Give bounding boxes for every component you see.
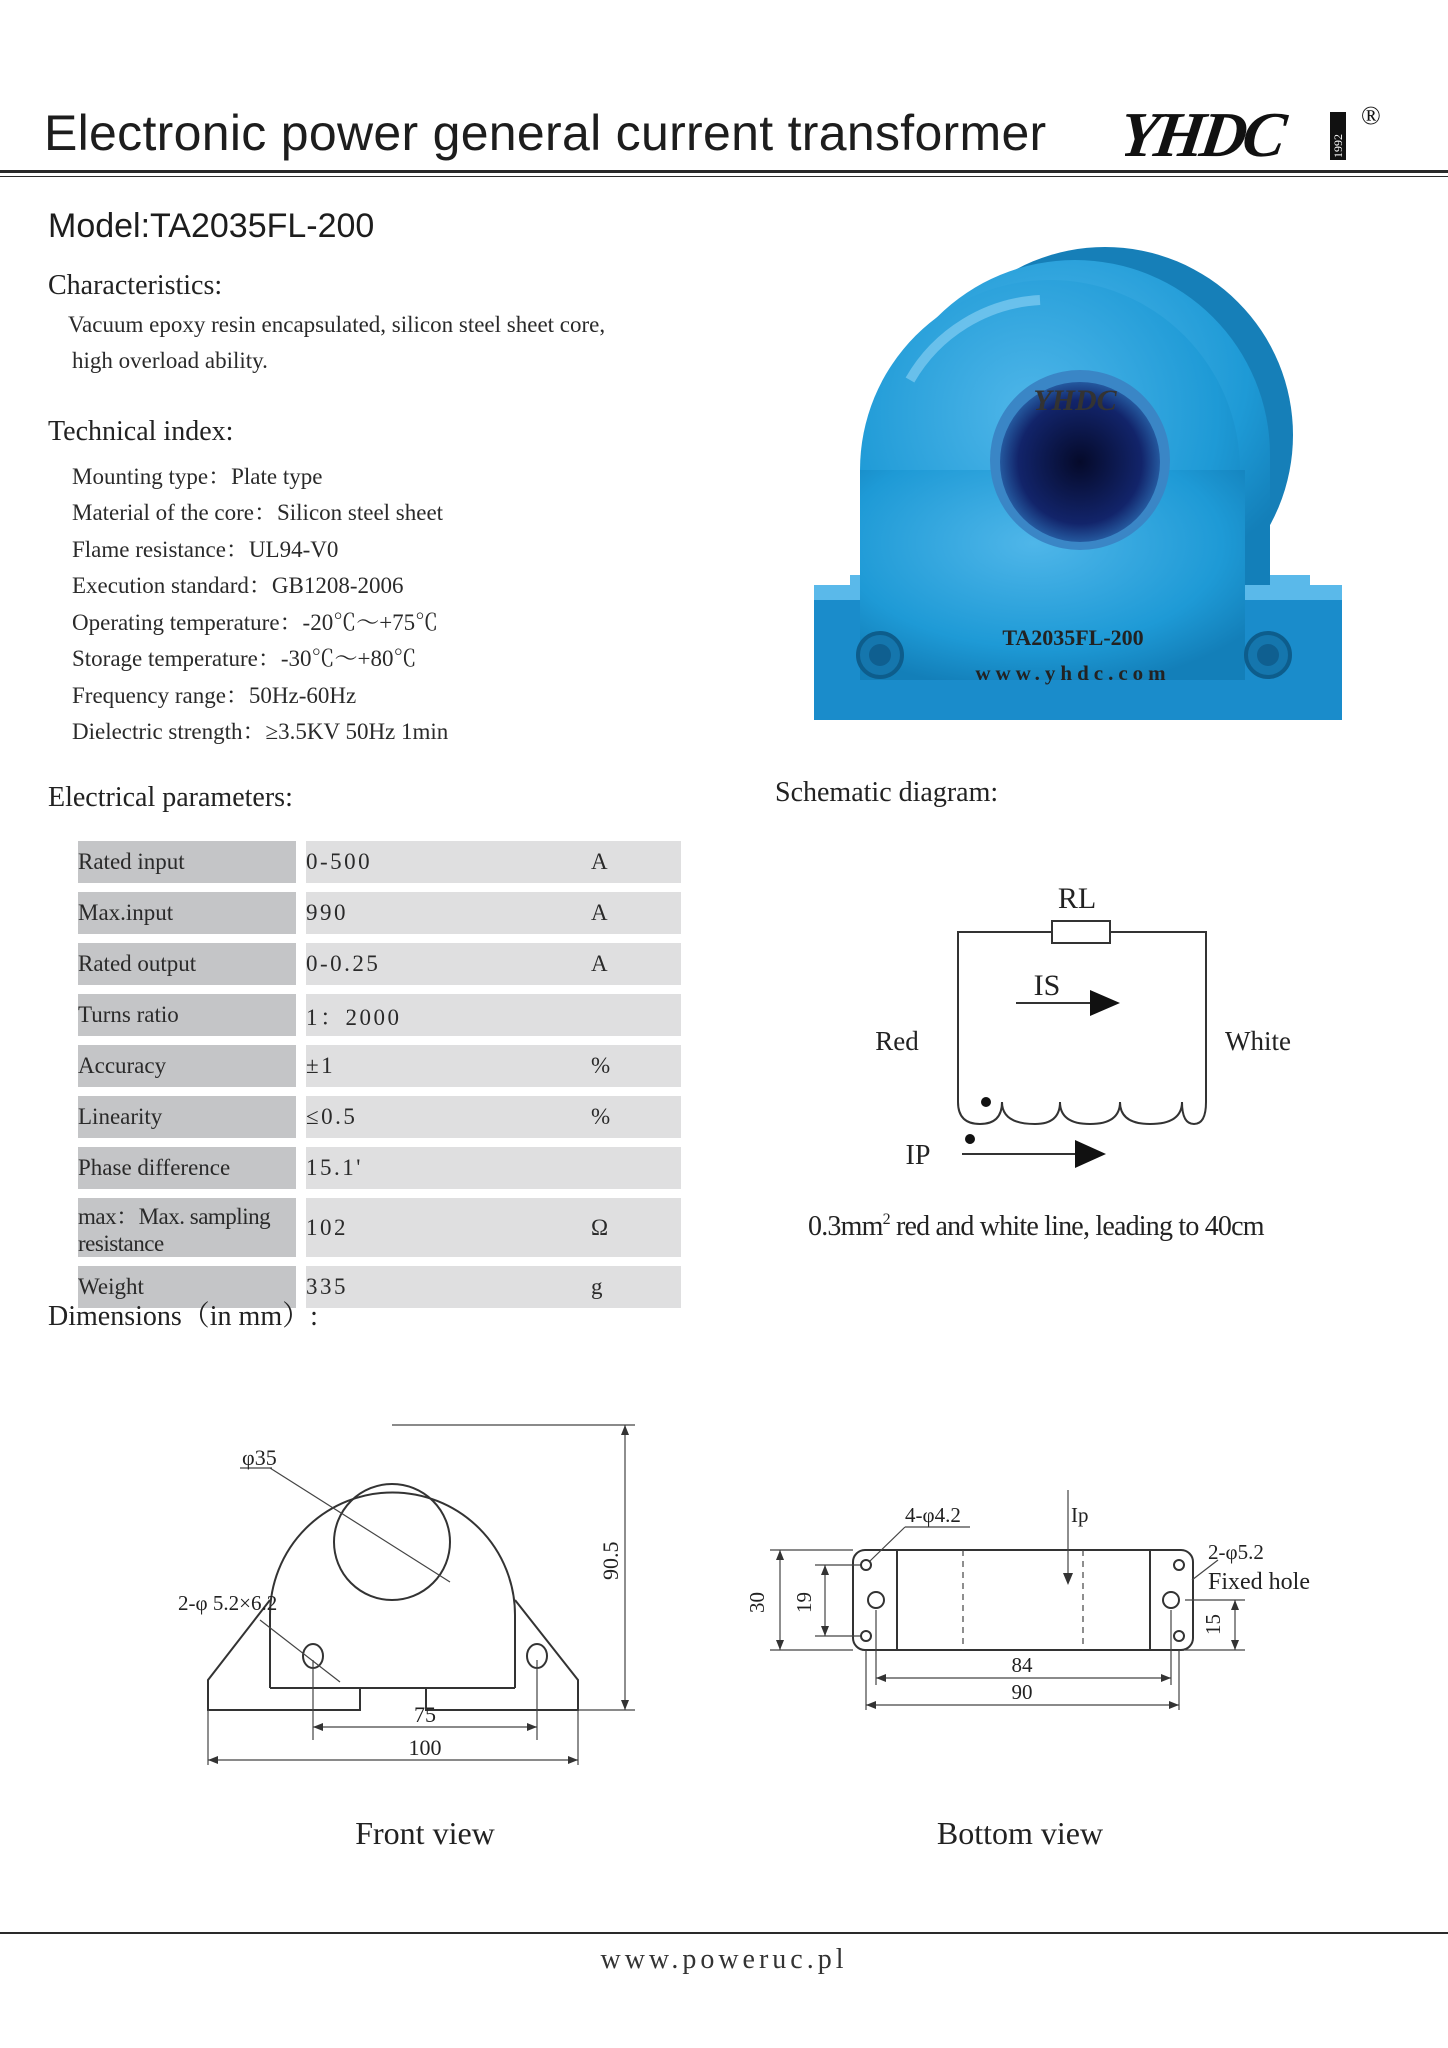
product-logo-text: YHDC [1033,384,1117,417]
header-rule-thin [0,176,1448,177]
table-row [78,1147,681,1189]
param-value: 0-0.25 [306,943,591,985]
front-view-caption: Front view [355,1815,495,1851]
header-rule [0,170,1448,173]
tech-item: Dielectric strength：≥3.5KV 50Hz 1min [72,719,449,744]
holes2-label: 2-φ5.2 [1208,1540,1264,1564]
hole-spec-label: 2-φ 5.2×6.2 [178,1591,278,1615]
product-url-text: www.yhdc.com [975,661,1171,685]
param-value: 15.1' [306,1147,591,1189]
white-label: White [1225,1026,1291,1056]
tech-item: Operating temperature：-20℃～+75℃ [72,610,439,635]
characteristics-line-1: Vacuum epoxy resin encapsulated, silicon steel sheet core, [68,312,606,337]
tech-item: Flame resistance：UL94-V0 [72,537,339,562]
product-model-text: TA2035FL-200 [1002,625,1144,650]
tech-item: Material of the core：Silicon steel sheet [72,500,444,525]
fixed-hole-label: Fixed hole [1208,1569,1310,1595]
d75-label: 75 [414,1702,436,1727]
table-row [78,943,681,985]
param-name: Turns ratio [78,994,296,1036]
logo-wordmark: YHDC [1125,100,1287,170]
param-value: 0-500 [306,841,591,883]
table-row [78,1198,681,1257]
table-row [78,994,681,1036]
param-unit: g [591,1266,681,1308]
front-view-graphic [160,1420,670,1770]
param-value: 102 [306,1198,591,1257]
phi35-label: φ35 [242,1445,277,1470]
schematic-diagram [790,870,1350,1265]
ip-dot [965,1134,975,1144]
table-row [78,841,681,883]
tech-item: Frequency range：50Hz-60Hz [72,683,357,708]
param-name: Max.input [78,892,296,934]
logo-year: 1992 [1331,134,1345,158]
param-name: Rated output [78,943,296,985]
param-name: max：Max. sampling resistance [78,1198,296,1257]
yhdc-logo-graphic [1125,100,1395,170]
lead-wire-note: $0.3mm^2$ red and white line, leading to 40cm [808,1211,1264,1242]
param-unit: Ω [591,1198,681,1257]
schematic-heading: Schematic diagram: [775,777,999,808]
ip-arrow [1075,1140,1106,1168]
param-unit [591,994,681,1036]
schematic-graphic [790,870,1350,1260]
bottom-view-caption: Bottom view [936,1815,1104,1851]
holes4-label: 4-φ4.2 [905,1503,961,1527]
param-unit: A [591,943,681,985]
d19-label: 19 [792,1592,816,1613]
table-row [78,1045,681,1087]
product-photo-graphic [790,240,1350,730]
bottom-ip-label: Ip [1071,1503,1089,1527]
model-heading: Model:TA2035FL-200 [48,207,375,245]
is-label: IS [1033,969,1061,1002]
tech-item: Execution standard：GB1208-2006 [72,573,404,598]
product-photo [790,240,1350,735]
yhdc-logo [1125,100,1395,175]
ip-direction-arrow [1063,1573,1073,1585]
characteristics-line-2: high overload ability. [72,348,268,373]
param-value: 335 [306,1266,591,1308]
tech-item: Mounting type：Plate type [72,464,323,489]
resistor-symbol [1052,921,1110,943]
param-value: ±1 [306,1045,591,1087]
param-value: 1：2000 [306,994,591,1036]
footer-rule [0,1932,1448,1934]
table-row [78,892,681,934]
param-unit: % [591,1096,681,1138]
ip-label: IP [905,1140,931,1171]
param-value: 990 [306,892,591,934]
registered-mark: ® [1361,101,1381,130]
is-arrow [1090,990,1120,1016]
param-unit: A [591,841,681,883]
param-name: Accuracy [78,1045,296,1087]
param-name: Rated input [78,841,296,883]
param-unit: A [591,892,681,934]
footer-url: www.poweruc.pl [600,1944,848,1975]
parameters-table [78,832,681,1317]
tech-item: Storage temperature：-30℃～+80℃ [72,646,417,671]
polarity-dot [981,1097,991,1107]
red-label: Red [875,1026,919,1056]
bottom-view-drawing [730,1485,1340,1720]
table-row [78,1096,681,1138]
param-name: Linearity [78,1096,296,1138]
dimensions-heading: Dimensions（in mm）: [48,1301,318,1332]
param-name: Weight [78,1266,296,1308]
rl-label: RL [1057,882,1097,915]
characteristics-heading: Characteristics: [48,270,223,301]
param-value: ≤0.5 [306,1096,591,1138]
electrical-heading: Electrical parameters: [48,782,293,813]
height-label: 90.5 [598,1541,623,1580]
param-name: Phase difference [78,1147,296,1189]
param-unit: % [591,1045,681,1087]
d30-label: 30 [745,1592,769,1613]
technical-heading: Technical index: [48,416,234,447]
d90-label: 90 [1011,1680,1033,1704]
param-unit [591,1147,681,1189]
d15-label: 15 [1201,1614,1225,1635]
page-title: Electronic power general current transformer [44,105,1047,161]
d84-label: 84 [1011,1653,1033,1677]
bottom-view-graphic [730,1485,1340,1715]
d100-label: 100 [408,1735,442,1760]
front-view-drawing [160,1420,670,1775]
